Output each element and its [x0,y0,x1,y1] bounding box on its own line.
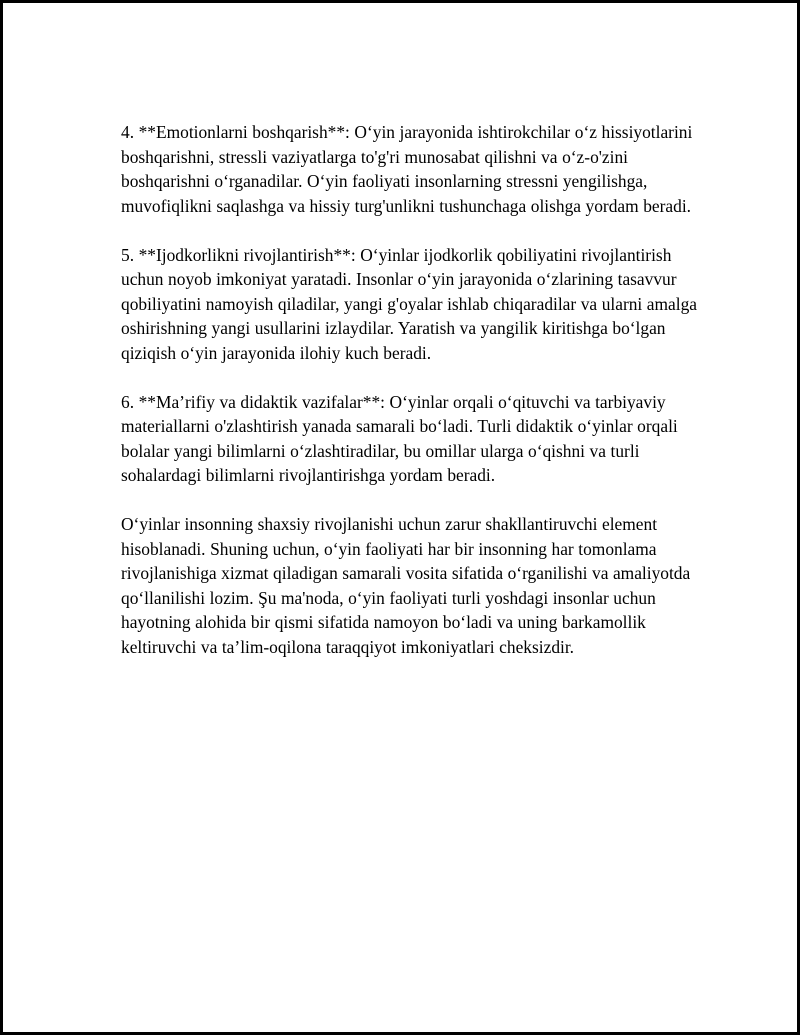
paragraph-conclusion: O‘yinlar insonning shaxsiy rivojlanishi uchun zarur shakllantiruvchi element hisoblanadi. Shuning uchun, o‘yin faoliyati har bir insonning har tomonlama rivojlanishiga xizmat qiladigan samarali vosita sifatida o‘rganilishi va amaliyotda qo‘llanilishi lozim. Şu ma'noda, o‘yin faoliyati turli yoshdagi insonlar uchun hayotning alohida bir qismi sifatida namoyon bo‘ladi va uning barkamollik keltiruvchi va ta’lim-oqilona taraqqiyot imkoniyatlari cheksizdir. [121,514,691,657]
document-body [121,120,699,684]
paragraph-creativity-development: 5. **Ijodkorlikni rivojlantirish**: O‘yinlar ijodkorlik qobiliyatini rivojlantirish uchun noyob imkoniyat yaratadi. Insonlar o‘yin jarayonida o‘zlarining tasavvur qobiliyatini namoyish qiladilar, yangi g'oyalar ishlab chiqaradilar va ularni amalga oshirishning yangi usullarini izlaydilar. Yaratish va yangilik kiritishga bo‘lgan qiziqish o‘yin jarayonida ilohiy kuch beradi. [121,244,698,363]
paragraph-emotion-management: 4. **Emotionlarni boshqarish**: O‘yin jarayonida ishtirokchilar o‘z hissiyotlarini boshqarishni, stressli vaziyatlarga to'g'ri munosabat qilishni va o‘z-o'zini boshqarishni o‘rganadilar. O‘yin faoliyati insonlarning stressni yengilishga, muvofiqlikni saqlashga va hissiy turg'unlikni tushunchaga olishga yordam beradi. [121,122,693,216]
paragraph-didactic-tasks: 6. **Ma’rifiy va didaktik vazifalar**: O‘yinlar orqali o‘qituvchi va tarbiyaviy materiallarni o'zlashtirish yanada samarali bo‘ladi. Turli didaktik o‘yinlar orqali bolalar yangi bilimlarni o‘zlashtiradilar, bu omillar ularga o‘qishni va turli sohalardagi bilimlarni rivojlantirishga yordam beradi. [121,391,678,485]
